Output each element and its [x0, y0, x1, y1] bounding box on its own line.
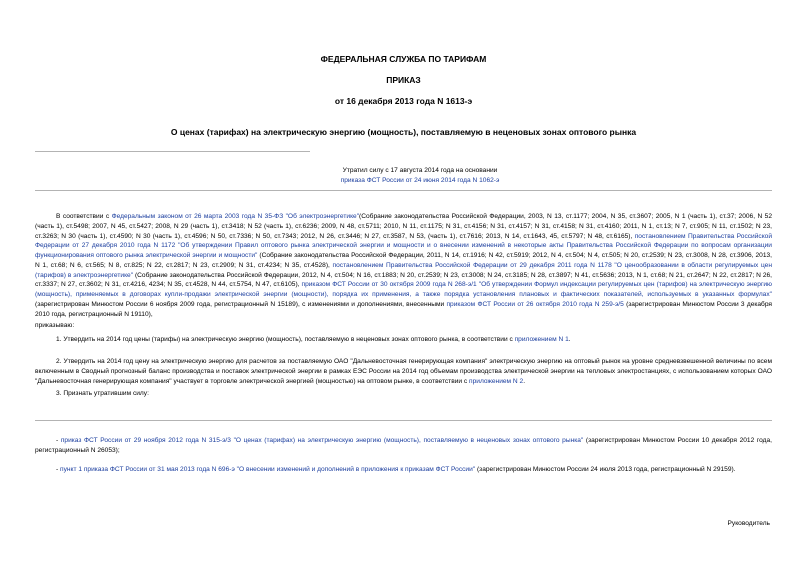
fst-order-315-link[interactable]: приказ ФСТ России от 29 ноября 2012 года N 315-э/3 "О ценах (тарифах) на электрическую энергию (мощность), поставляемую в неценовых зонах оптового рынка"	[60, 437, 584, 444]
item-1-end: .	[568, 336, 571, 343]
repealed-item-2-dash: -	[56, 466, 61, 473]
signature-label: Руководитель	[727, 520, 770, 527]
item-2-text: 2. Утвердить на 2014 год цену на электрическую энергию для расчетов за поставляемую ОАО "Дальневосточная генерирующая компания" электрическую энергию на оптовый рынок на уровне средневзвешенной величины по всем включенным в Сводный прогнозный баланс производства и поставок электрической энергии в рамках ЕЭС России на 2014 год объемам производства электрической энергии на тепловых электростанциях, с использованием которых ОАО "Дальневосточная генерирующая компания" участвует в торговле электрической энергией (мощностью) на оптовом рынке, в соответствии с	[35, 358, 772, 385]
government-decree-1172-link[interactable]: постановлением Правительства Российской Федерации от 27 декабря 2010 года N 1172 "Об утверждении Правил оптового рынка электрической энергии и мощности и о внесении изменений в некоторые акты Правительства Российской Федерации по вопросам организации функционирования оптового рынка электрической энергии и мощности"	[35, 232, 773, 259]
preamble-text-5: (зарегистрирован Минюстом России 6 ноября 2009 года, регистрационный N 15189), с изменениями и дополнениями, внесенными	[35, 300, 447, 308]
status-divider	[35, 190, 772, 191]
repealed-item-2	[35, 465, 772, 475]
preamble-paragraph	[35, 212, 772, 319]
items-divider	[35, 420, 772, 421]
preamble-text-2: (Собрание законодательства Российской Федерации, 2003, N 13, ст.1177; 2004, N 35, ст.3607; 2005, N 1 (часть 1), ст.37; 2006, N 52 (часть 1), ст.5498; 2007, N 45, ст.5427; 2008, N 29 (часть 1), ст.3418; N 52 (часть 1), ст.6236; 2009, N 48, ст.5711; 2010, N 11, ст.1175; N 31, ст.4156; N 31, ст.4157; N 31, ст.4158; N 31, ст.4160; 2011, N 1, ст.13; N 7, ст.905; N 11, ст.1502; N 23, ст.3263; N 30 (часть 1), ст.4590; N 30 (часть 1), ст.4596; N 50, ст.7336; N 50, ст.7343; 2012, N 26, ст.3446; N 27, ст.3587, N 53, (часть 1), ст.7616; 2013, N 14, ст.1643, 45, ст.5797; N 48, ст.6165),	[35, 213, 772, 240]
preamble-text-3: (Собрание законодательства Российской Федерации, 2011, N 14, ст.1916; N 42, ст.5919; 2012, N 4, ст.504; N 4, ст.505; N 20, ст.2539; N 23, ст.3008, N 28, ст.3906, 2013, N 1, ст.68; N 6, ст.565; N 8, ст.825; N 22, ст.2817; N 23, ст.2909; N 31, ст.4234; N 35, ст.4528),	[35, 252, 772, 269]
repealed-item-1-dash: -	[56, 437, 61, 444]
repealed-item-1-text: (зарегистрирован Минюстом России 10 декабря 2012 года, регистрационный N 26053);	[35, 437, 772, 454]
item-2-end: .	[523, 377, 526, 385]
repealed-item-2-text: (зарегистрирован Минюстом России 24 июля 2013 года, регистрационный N 29159).	[475, 466, 736, 473]
document-date-number: от 16 декабря 2013 года N 1613-э	[334, 96, 473, 106]
appendix-1-link[interactable]: приложением N 1	[514, 336, 569, 343]
title-divider	[35, 151, 310, 152]
repealed-item-1	[35, 436, 772, 456]
fst-order-268-link[interactable]: приказом ФСТ России от 30 октября 2009 года N 268-э/1 "Об утверждении Формул индексации регулируемых цен (тарифов) на электрическую энергию (мощность), применяемых в договорах купли-продажи электрической энергии (мощности), порядка их применения, а также порядка установления плановых и фактических показателей, используемых в указанных формулах"	[35, 281, 772, 298]
document-title: О ценах (тарифах) на электрическую энергию (мощность), поставляемую в неценовых зонах оптового рынка	[170, 127, 637, 137]
item-1	[35, 335, 772, 345]
status-note-link-line	[310, 176, 530, 185]
item-2	[35, 357, 772, 386]
fst-order-696-link[interactable]: пункт 1 приказа ФСТ России от 31 мая 2013 года N 696-э "О внесении изменений и дополнений в приложения к приказам ФСТ России"	[60, 466, 476, 473]
status-note: Утратил силу с 17 августа 2014 года на основании	[342, 167, 498, 174]
document-type-heading: ПРИКАЗ	[386, 75, 421, 85]
preamble-text-1: В соответствии с	[56, 213, 112, 220]
repeal-order-link[interactable]: приказа ФСТ России от 24 июня 2014 года N 1062-э	[340, 177, 500, 184]
item-1-text: 1. Утвердить на 2014 год цены (тарифы) на электрическую энергию (мощность), поставляемую в неценовых зонах оптового рынка, в соответствии с	[56, 336, 515, 343]
item-3: 3. Признать утратившим силу:	[56, 390, 149, 397]
order-word: приказываю:	[35, 322, 75, 329]
appendix-2-link[interactable]: приложением N 2	[469, 377, 524, 385]
fst-order-259-link[interactable]: приказом ФСТ России от 26 октября 2010 года N 259-э/5	[446, 300, 624, 308]
preamble-text-6: (зарегистрирован Минюстом России 3 декабря 2010 года, регистрационный N 19110),	[35, 300, 773, 318]
agency-heading: ФЕДЕРАЛЬНАЯ СЛУЖБА ПО ТАРИФАМ	[320, 54, 487, 64]
preamble-text-4: (Собрание законодательства Российской Федерации, 2012, N 4, ст.504; N 16, ст.1883; N 20, ст.2539; N 23, ст.3008; N 24, ст.3185; N 28, ст.3897; N 41, ст.5636; 2013, N 1, ст.68; N 21, ст.2647; N 22, ст.2817; N 26, ст.3337; N 27, ст.3602; N 31, ст.4216, 4234; N 35, ст.4528, N 44, ст.5754, N 47, ст.6105),	[35, 271, 772, 289]
federal-law-link[interactable]: Федеральным законом от 26 марта 2003 года N 35-ФЗ "Об электроэнергетике"	[111, 213, 360, 220]
government-decree-1178-link[interactable]: постановлением Правительства Российской Федерации от 29 декабря 2011 года N 1178 "О ценообразовании в области регулируемых цен (тарифов) в электроэнергетике"	[35, 261, 772, 279]
